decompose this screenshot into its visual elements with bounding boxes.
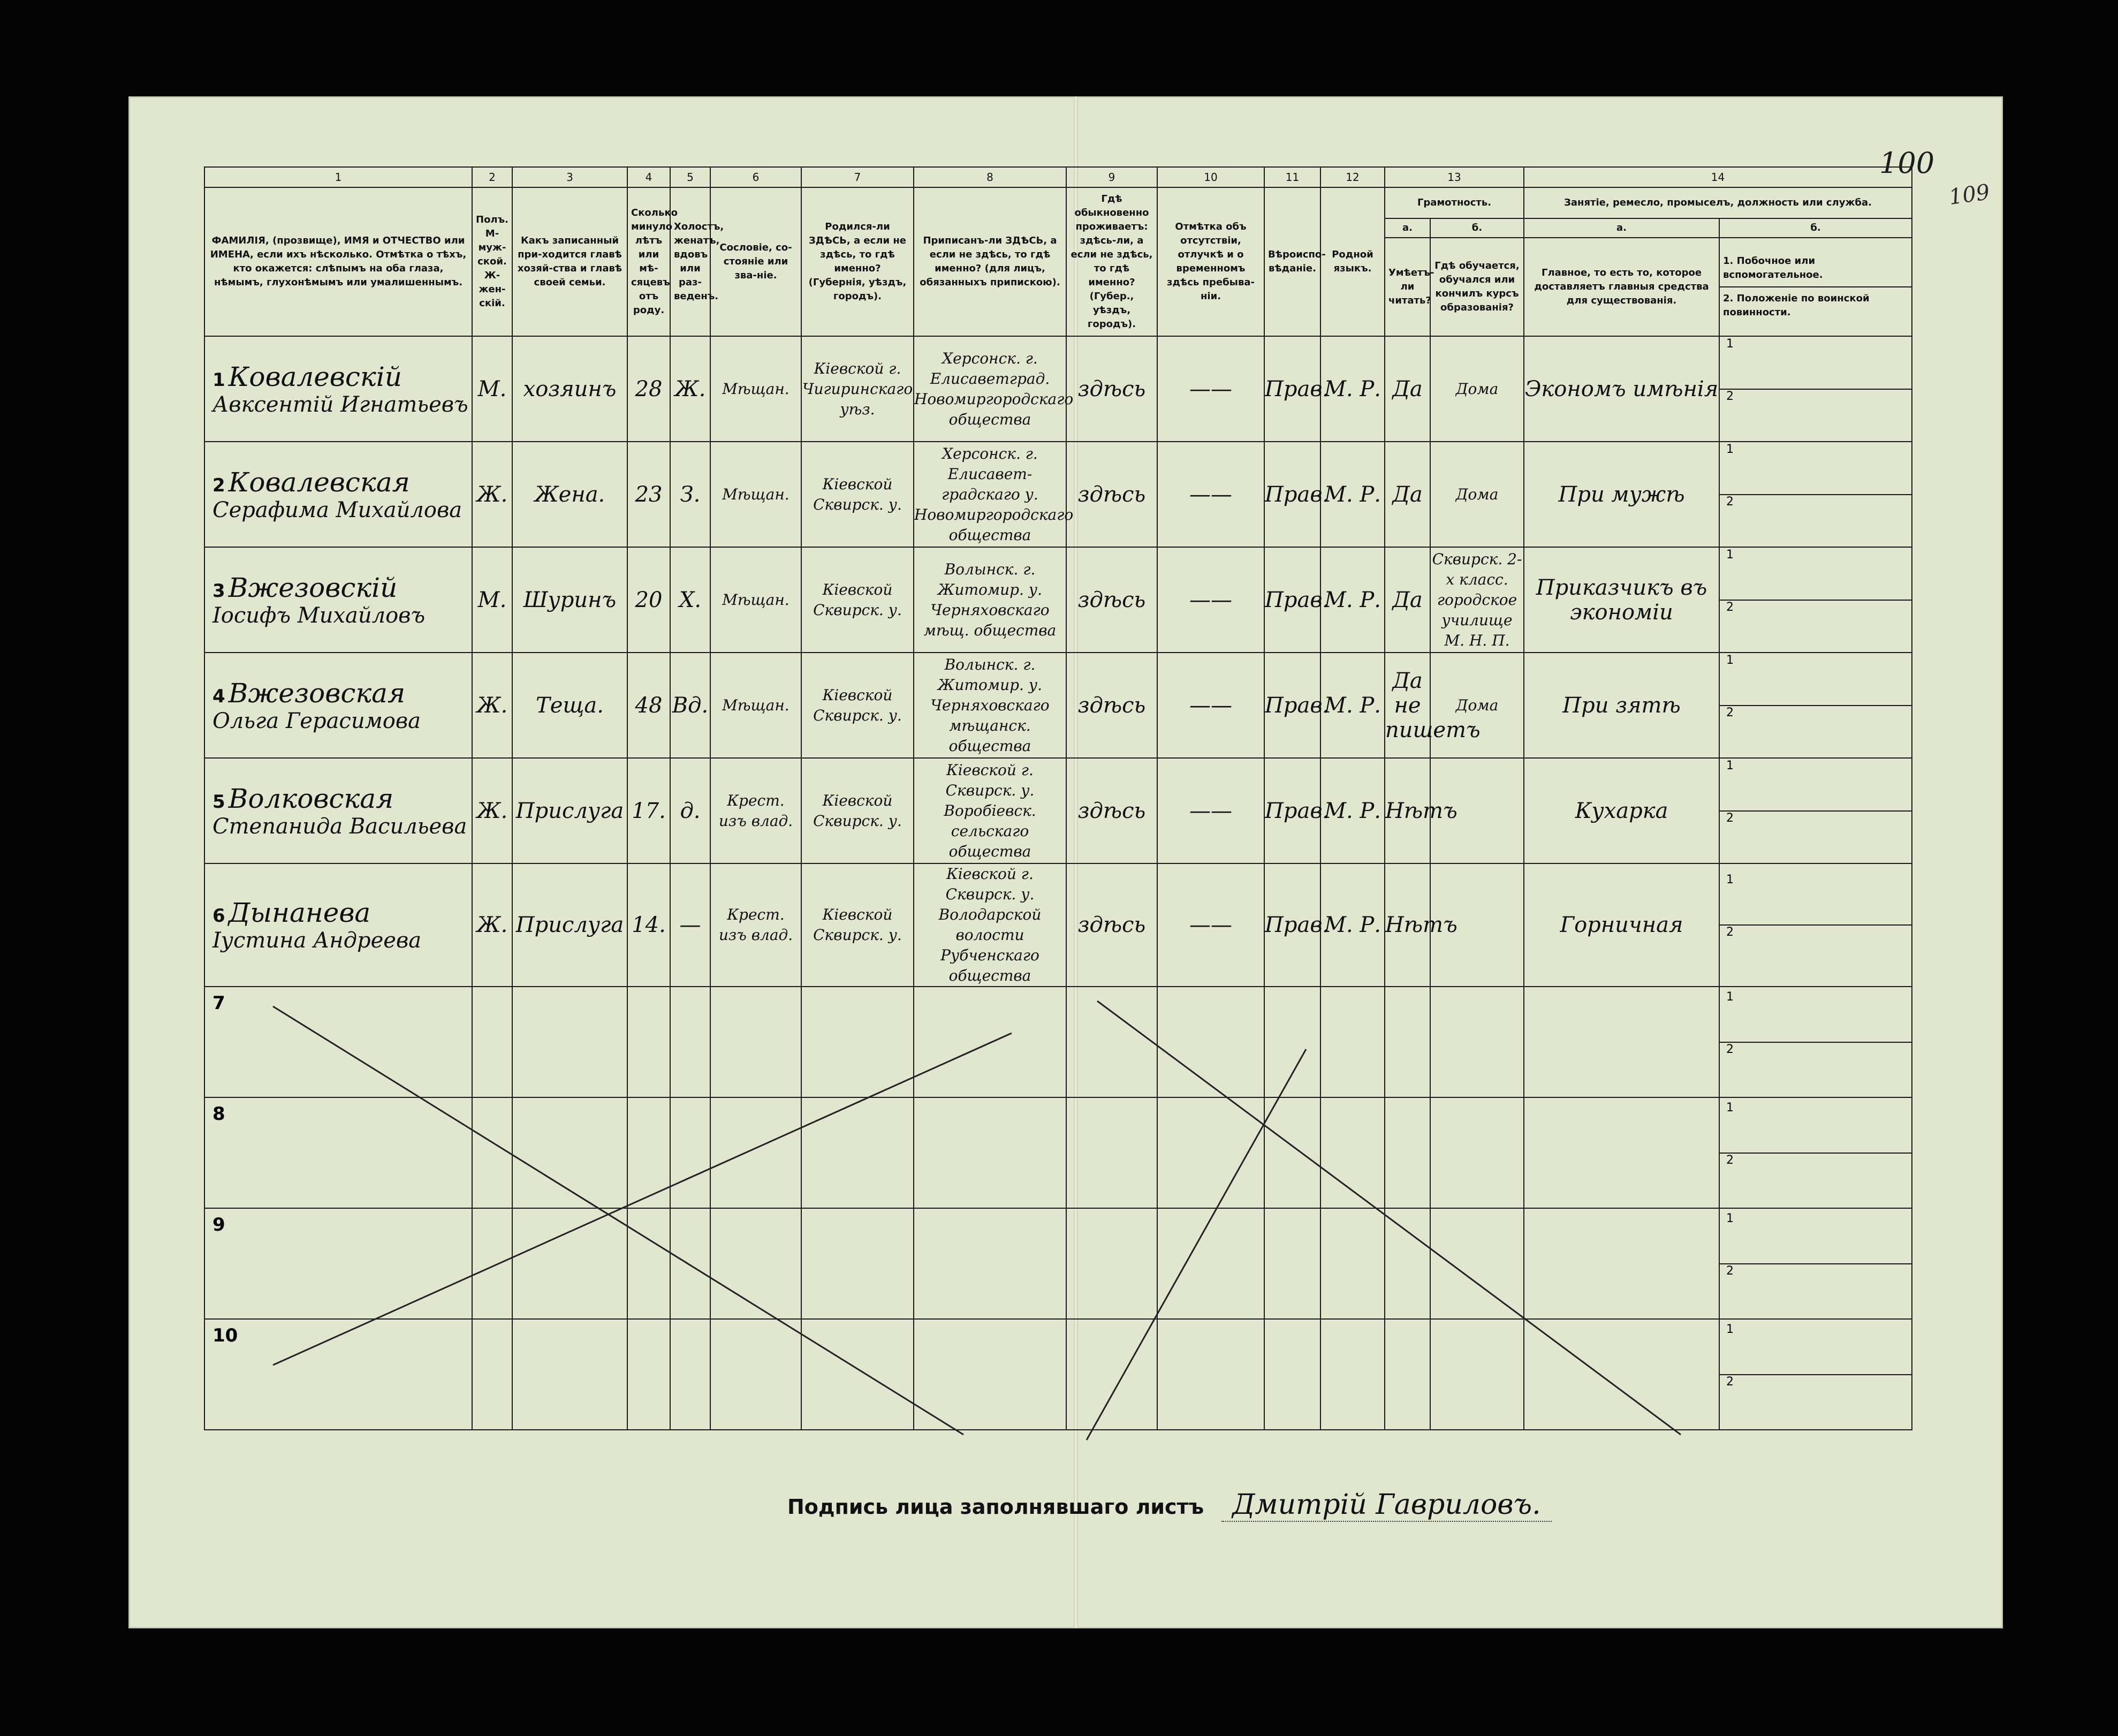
header-sex: Полъ. М-муж-ской. Ж-жен-скій. [472,187,512,336]
residence-cell: здѣсь [1066,547,1157,653]
empty-cell [512,1208,627,1319]
page-number-secondary: 109 [1947,179,1992,210]
occupation-cell: Горничная [1524,863,1719,987]
language-cell: М. Р. [1320,758,1385,863]
occupation-cell: Приказчикъ въ экономіи [1524,547,1719,653]
header-literacy-b-letter: б. [1430,218,1524,238]
residence-cell: здѣсь [1066,653,1157,758]
empty-cell [1524,987,1719,1097]
column-number-row [204,167,1912,187]
empty-cell [1430,1319,1524,1430]
language-cell: М. Р. [1320,863,1385,987]
registered-cell: Волынск. г. Житомир. у. Черняховскаго мѣщанск. общества [914,653,1066,758]
row-number: 10 [212,1325,238,1346]
sex-cell: Ж. [472,442,512,547]
registered-cell: Кіевской г. Сквирск. у. Воробіевск. сельскаго общества [914,758,1066,863]
header-age: Сколько минуло лѣтъ или мѣ-сяцевъ отъ роду. [627,187,670,336]
empty-cell [670,1319,710,1430]
given-name: Іустина Андреева [212,928,422,953]
relation-cell: Шуринъ [512,547,627,653]
education-cell: Сквирск. 2-х класс. городское училище М. Н. П. [1430,547,1524,653]
col-number: 10 [1157,167,1264,187]
table-row [204,547,1912,653]
row-number: 2 [212,474,225,496]
empty-cell [1066,1319,1157,1430]
surname: Вжезовскій [228,572,398,603]
empty-cell [1430,987,1524,1097]
empty-cell [512,987,627,1097]
empty-cell [1157,987,1264,1097]
given-name: Іосифъ Михайловъ [212,603,426,628]
literacy-cell: Нѣтъ [1385,863,1430,987]
empty-cell [670,987,710,1097]
relation-cell: Теща. [512,653,627,758]
col-number: 3 [512,167,627,187]
col-number: 1 [204,167,472,187]
name-cell [204,1097,472,1208]
census-sheet [128,96,2003,1628]
registered-cell: Волынск. г. Житомир. у. Черняховскаго мѣщ. общества [914,547,1066,653]
absence-cell: —— [1157,758,1264,863]
religion-cell: Прав. [1264,758,1320,863]
religion-cell: Прав. [1264,336,1320,442]
surname: Вжезовская [228,677,406,709]
born-cell: Кіевской Сквирск. у. [801,863,914,987]
header-absence: Отмѣтка объ отсутствіи, отлучкѣ и о временномъ здѣсь пребыва-ніи. [1157,187,1264,336]
empty-cell [512,1097,627,1208]
given-name: Авксентій Игнатьевъ [212,392,468,417]
age-cell: 17. [627,758,670,863]
empty-cell [710,1319,801,1430]
header-estate: Сословіе, со-стояніе или зва-ніе. [710,187,801,336]
born-cell: Кіевской Сквирск. у. [801,442,914,547]
marital-cell: Х. [670,547,710,653]
secondary-cell: 1 2 [1719,863,1912,987]
given-name: Ольга Герасимова [212,708,421,733]
given-name: Степанида Васильева [212,814,467,839]
given-name: Серафима Михайлова [212,497,462,522]
born-cell: Кіевской Сквирск. у. [801,547,914,653]
absence-cell: —— [1157,547,1264,653]
name-cell [204,653,472,758]
header-literacy-a-letter: а. [1385,218,1430,238]
estate-cell: Мѣщан. [710,547,801,653]
absence-cell: —— [1157,863,1264,987]
table-row [204,758,1912,863]
empty-cell [710,987,801,1097]
secondary-cell: 1 2 [1719,1097,1912,1208]
row-number: 3 [212,580,225,602]
empty-cell [1066,987,1157,1097]
education-cell: Дома [1430,442,1524,547]
row-number: 4 [212,685,225,707]
header-residence: Гдѣ обыкновенно проживаетъ: здѣсь-ли, а если не здѣсь, то гдѣ именно? (Губер., уѣздъ, городъ). [1066,187,1157,336]
signature-label: Подпись лица заполнявшаго листъ [787,1495,1204,1519]
literacy-cell: Нѣтъ [1385,758,1430,863]
header-religion: Вѣроиспо-вѣданіе. [1264,187,1320,336]
age-cell: 48 [627,653,670,758]
sex-cell: Ж. [472,758,512,863]
empty-cell [710,1097,801,1208]
age-cell: 20 [627,547,670,653]
col-number: 13 [1385,167,1524,187]
empty-cell [1066,1097,1157,1208]
header-occupation-b-letter: б. [1719,218,1912,238]
name-cell [204,863,472,987]
religion-cell: Прав. [1264,653,1320,758]
occupation-cell: При мужѣ [1524,442,1719,547]
sex-cell: Ж. [472,863,512,987]
header-can-read: Умѣетъ-ли читать? [1385,238,1430,336]
name-cell [204,442,472,547]
education-cell: Дома [1430,653,1524,758]
empty-cell [627,1208,670,1319]
col-number: 4 [627,167,670,187]
empty-cell [710,1208,801,1319]
empty-cell [1430,1208,1524,1319]
empty-cell [1385,1208,1430,1319]
marital-cell: Ж. [670,336,710,442]
name-cell [204,1208,472,1319]
secondary-cell: 1 2 [1719,442,1912,547]
residence-cell: здѣсь [1066,758,1157,863]
absence-cell: —— [1157,653,1264,758]
occupation-cell: При зятѣ [1524,653,1719,758]
empty-cell [1524,1097,1719,1208]
secondary-cell: 1 2 [1719,653,1912,758]
row-number: 1 [212,369,225,391]
row-number: 5 [212,791,225,813]
residence-cell: здѣсь [1066,442,1157,547]
table-row-empty [204,1319,1912,1430]
col-number: 12 [1320,167,1385,187]
education-cell: Дома [1430,336,1524,442]
header-language: Родной языкъ. [1320,187,1385,336]
empty-cell [1524,1319,1719,1430]
name-cell [204,547,472,653]
empty-cell [472,1097,512,1208]
empty-cell [914,987,1066,1097]
header-occupation-a-letter: а. [1524,218,1719,238]
secondary-cell: 1 2 [1719,758,1912,863]
secondary-cell: 1 2 [1719,1208,1912,1319]
empty-cell [472,1208,512,1319]
sex-cell: М. [472,336,512,442]
empty-cell [914,1208,1066,1319]
census-rows [204,336,1912,1430]
empty-cell [1264,1097,1320,1208]
header-main-occupation: Главное, то есть то, которое доставляетъ главныя средства для существованія. [1524,238,1719,336]
empty-cell [801,1208,914,1319]
marital-cell: Вд. [670,653,710,758]
header-row-1 [204,187,1912,218]
empty-cell [801,987,914,1097]
secondary-cell: 1 2 [1719,547,1912,653]
row-number: 6 [212,905,225,927]
religion-cell: Прав. [1264,863,1320,987]
col-number: 9 [1066,167,1157,187]
language-cell: М. Р. [1320,653,1385,758]
estate-cell: Мѣщан. [710,336,801,442]
literacy-cell: Да не пишетъ [1385,653,1430,758]
empty-cell [1066,1208,1157,1319]
language-cell: М. Р. [1320,336,1385,442]
marital-cell: — [670,863,710,987]
table-row-empty [204,1208,1912,1319]
header-born: Родился-ли ЗДѢСЬ, а если не здѣсь, то гдѣ именно? (Губернія, уѣздъ, городъ). [801,187,914,336]
row-number: 8 [212,1103,225,1125]
occupation-cell: Кухарка [1524,758,1719,863]
born-cell: Кіевской г. Чигиринскаго уѣз. [801,336,914,442]
estate-cell: Мѣщан. [710,442,801,547]
registered-cell: Херсонск. г. Елисавет-градскаго у. Новомиргородскаго общества [914,442,1066,547]
name-cell [204,987,472,1097]
relation-cell: хозяинъ [512,336,627,442]
residence-cell: здѣсь [1066,863,1157,987]
literacy-cell: Да [1385,547,1430,653]
language-cell: М. Р. [1320,547,1385,653]
col-number: 2 [472,167,512,187]
name-cell [204,758,472,863]
empty-cell [627,987,670,1097]
empty-cell [1320,987,1385,1097]
registered-cell: Херсонск. г. Елисаветград. Новомиргородскаго общества [914,336,1066,442]
signature-line [787,1489,1552,1521]
secondary-cell: 1 2 [1719,1319,1912,1430]
empty-cell [914,1097,1066,1208]
surname: Ковалевская [228,466,410,498]
col-number: 7 [801,167,914,187]
col-number: 5 [670,167,710,187]
empty-cell [1264,987,1320,1097]
page-number: 100 [1879,146,1935,180]
empty-cell [1320,1208,1385,1319]
literacy-cell: Да [1385,336,1430,442]
header-name: ФАМИЛІЯ, (прозвище), ИМЯ и ОТЧЕСТВО или ИМЕНА, если ихъ нѣсколько. Отмѣтка о тѣхъ, кто окажется: слѣпымъ на оба глаза, нѣмымъ, глухонѣмымъ или умалишеннымъ. [204,187,472,336]
residence-cell: здѣсь [1066,336,1157,442]
empty-cell [1157,1097,1264,1208]
empty-cell [801,1097,914,1208]
sex-cell: Ж. [472,653,512,758]
col-number: 11 [1264,167,1320,187]
col-number: 8 [914,167,1066,187]
header-literacy: Грамотность. [1385,187,1524,218]
col-number: 14 [1524,167,1912,187]
marital-cell: д. [670,758,710,863]
name-cell [204,1319,472,1430]
header-secondary: 1. Побочное или вспомогательное. 2. Положеніе по воинской повинности. [1719,238,1912,336]
empty-cell [1264,1208,1320,1319]
empty-cell [670,1208,710,1319]
empty-cell [801,1319,914,1430]
empty-cell [512,1319,627,1430]
surname: Волковская [228,783,394,814]
relation-cell: Жена. [512,442,627,547]
header-education: Гдѣ обучается, обучался или кончилъ курсъ образованія? [1430,238,1524,336]
empty-cell [627,1319,670,1430]
empty-cell [670,1097,710,1208]
header-marital: Холостъ, женатъ, вдовъ или раз-веденъ. [670,187,710,336]
occupation-cell: Экономъ имѣнія [1524,336,1719,442]
relation-cell: Прислуга [512,758,627,863]
empty-cell [1430,1097,1524,1208]
estate-cell: Крест. изъ влад. [710,758,801,863]
empty-cell [1385,987,1430,1097]
empty-cell [472,987,512,1097]
age-cell: 14. [627,863,670,987]
table-row [204,442,1912,547]
header-occupation: Занятіе, ремесло, промыселъ, должность или служба. [1524,187,1912,218]
born-cell: Кіевской Сквирск. у. [801,758,914,863]
table-row-empty [204,987,1912,1097]
empty-cell [1524,1208,1719,1319]
registered-cell: Кіевской г. Сквирск. у. Володарской волости Рубченскаго общества [914,863,1066,987]
born-cell: Кіевской Сквирск. у. [801,653,914,758]
estate-cell: Крест. изъ влад. [710,863,801,987]
header-relation: Какъ записанный при-ходится главѣ хозяй-ства и главѣ своей семьи. [512,187,627,336]
table-row [204,863,1912,987]
secondary-cell: 1 2 [1719,336,1912,442]
surname: Дынанева [228,897,371,928]
row-number: 7 [212,992,225,1014]
empty-cell [472,1319,512,1430]
empty-cell [1385,1319,1430,1430]
sex-cell: М. [472,547,512,653]
name-cell [204,336,472,442]
empty-cell [1320,1097,1385,1208]
secondary-cell: 1 2 [1719,987,1912,1097]
empty-cell [1264,1319,1320,1430]
marital-cell: З. [670,442,710,547]
literacy-cell: Да [1385,442,1430,547]
census-table [204,166,1912,1430]
empty-cell [1157,1319,1264,1430]
table-row-empty [204,1097,1912,1208]
age-cell: 28 [627,336,670,442]
estate-cell: Мѣщан. [710,653,801,758]
surname: Ковалевскій [228,361,402,392]
language-cell: М. Р. [1320,442,1385,547]
absence-cell: —— [1157,442,1264,547]
empty-cell [914,1319,1066,1430]
col-number: 6 [710,167,801,187]
table-row [204,653,1912,758]
empty-cell [627,1097,670,1208]
header-registered: Приписанъ-ли ЗДѢСЬ, а если не здѣсь, то гдѣ именно? (для лицъ, обязанныхъ припискою). [914,187,1066,336]
empty-cell [1320,1319,1385,1430]
empty-cell [1385,1097,1430,1208]
signature-value: Дмитрій Гавриловъ. [1221,1489,1551,1522]
religion-cell: Прав. [1264,547,1320,653]
religion-cell: Прав. [1264,442,1320,547]
table-row [204,336,1912,442]
absence-cell: —— [1157,336,1264,442]
age-cell: 23 [627,442,670,547]
relation-cell: Прислуга [512,863,627,987]
row-number: 9 [212,1214,225,1235]
empty-cell [1157,1208,1264,1319]
